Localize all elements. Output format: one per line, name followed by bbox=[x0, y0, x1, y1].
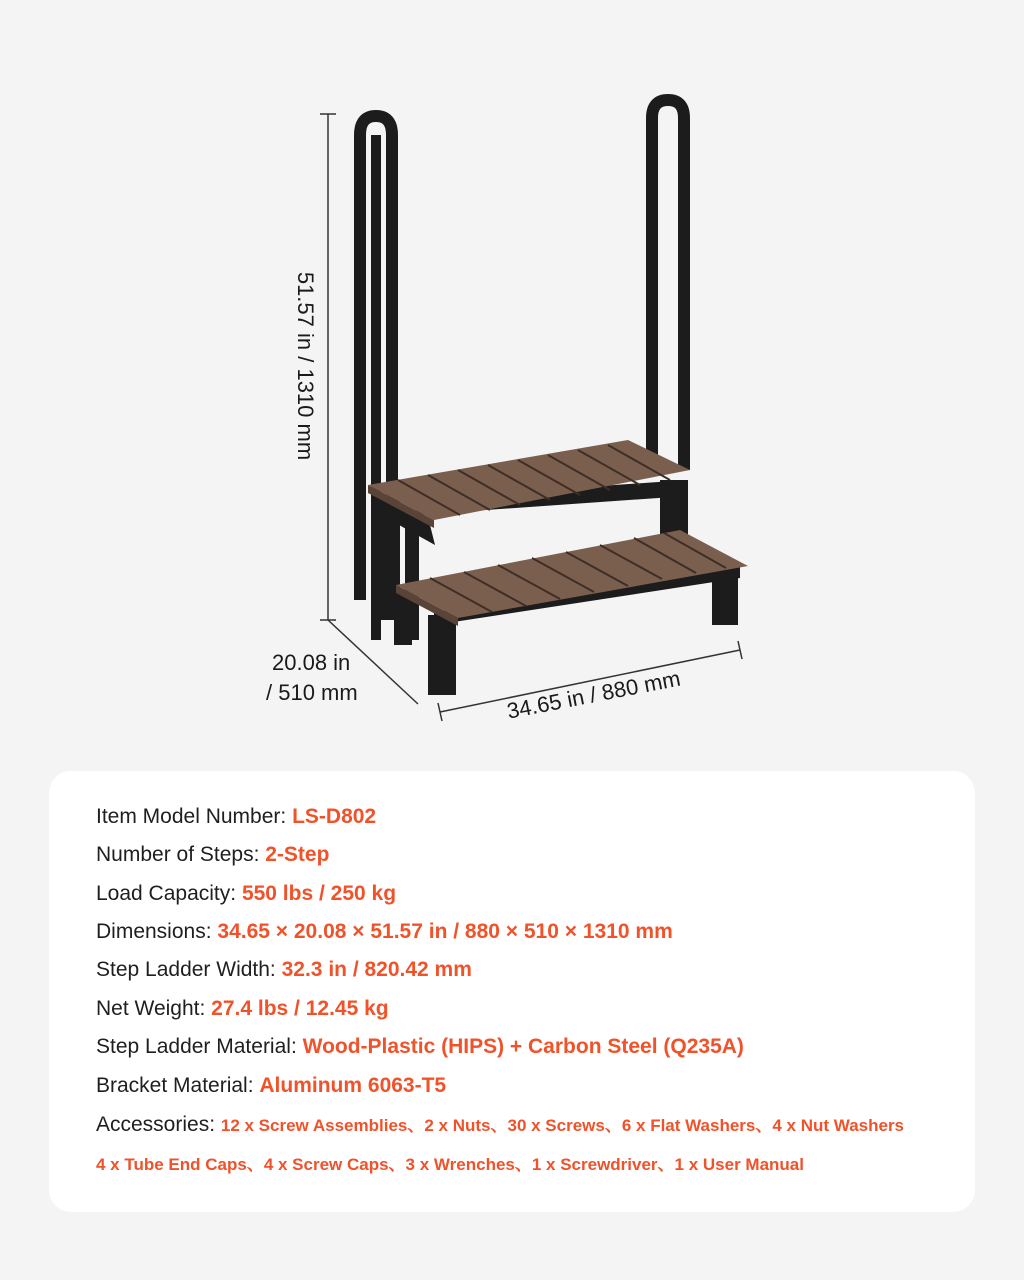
spec-value: Wood-Plastic (HIPS) + Carbon Steel (Q235A) bbox=[302, 1035, 744, 1058]
spec-row-accessories bbox=[96, 1111, 904, 1140]
spec-row-model-number bbox=[96, 803, 376, 831]
spec-label: Load Capacity: bbox=[96, 882, 242, 905]
spec-row-net-weight bbox=[96, 995, 389, 1023]
spec-row-ladder-width bbox=[96, 956, 472, 984]
spec-label: Dimensions: bbox=[96, 920, 218, 943]
specifications-card bbox=[49, 771, 975, 1212]
spec-value: 550 lbs / 250 kg bbox=[241, 882, 397, 905]
spec-value: 34.65 × 20.08 × 51.57 in / 880 × 510 × 1310 mm bbox=[217, 920, 673, 943]
spec-label: Number of Steps: bbox=[96, 843, 266, 866]
spec-label: Accessories: bbox=[96, 1113, 221, 1136]
height-dimension-label: 51.57 in / 1310 mm bbox=[293, 271, 318, 461]
depth-dimension-label-line2: / 510 mm bbox=[266, 680, 358, 705]
step-ladder-image bbox=[360, 100, 748, 695]
spec-row-ladder-material bbox=[96, 1033, 744, 1061]
spec-label: Item Model Number: bbox=[96, 805, 293, 828]
spec-value: Aluminum 6063-T5 bbox=[259, 1074, 447, 1097]
spec-value: 27.4 lbs / 12.45 kg bbox=[211, 997, 389, 1020]
spec-value: 4 x Tube End Caps、4 x Screw Caps、3 x Wrenches、1 x Screwdriver、1 x User Manual bbox=[96, 1155, 804, 1174]
spec-label: Step Ladder Width: bbox=[96, 958, 282, 981]
spec-row-bracket-material bbox=[96, 1072, 446, 1100]
spec-row-load-capacity bbox=[96, 880, 396, 908]
width-dimension-line bbox=[438, 641, 742, 721]
spec-row-accessories-continued bbox=[96, 1150, 804, 1179]
spec-row-dimensions bbox=[96, 918, 673, 946]
depth-dimension-label-line1: 20.08 in bbox=[272, 650, 351, 675]
width-dimension-label: 34.65 in / 880 mm bbox=[504, 665, 683, 724]
spec-value: 2-Step bbox=[265, 843, 330, 866]
spec-row-number-of-steps bbox=[96, 841, 329, 869]
height-dimension-line bbox=[320, 114, 336, 620]
spec-label: Bracket Material: bbox=[96, 1074, 260, 1097]
spec-value: 32.3 in / 820.42 mm bbox=[281, 958, 472, 981]
spec-value: 12 x Screw Assemblies、2 x Nuts、30 x Screws、6 x Flat Washers、4 x Nut Washers bbox=[220, 1116, 905, 1135]
spec-value: LS-D802 bbox=[292, 805, 377, 828]
spec-label: Step Ladder Material: bbox=[96, 1035, 303, 1058]
spec-label: Net Weight: bbox=[96, 997, 212, 1020]
